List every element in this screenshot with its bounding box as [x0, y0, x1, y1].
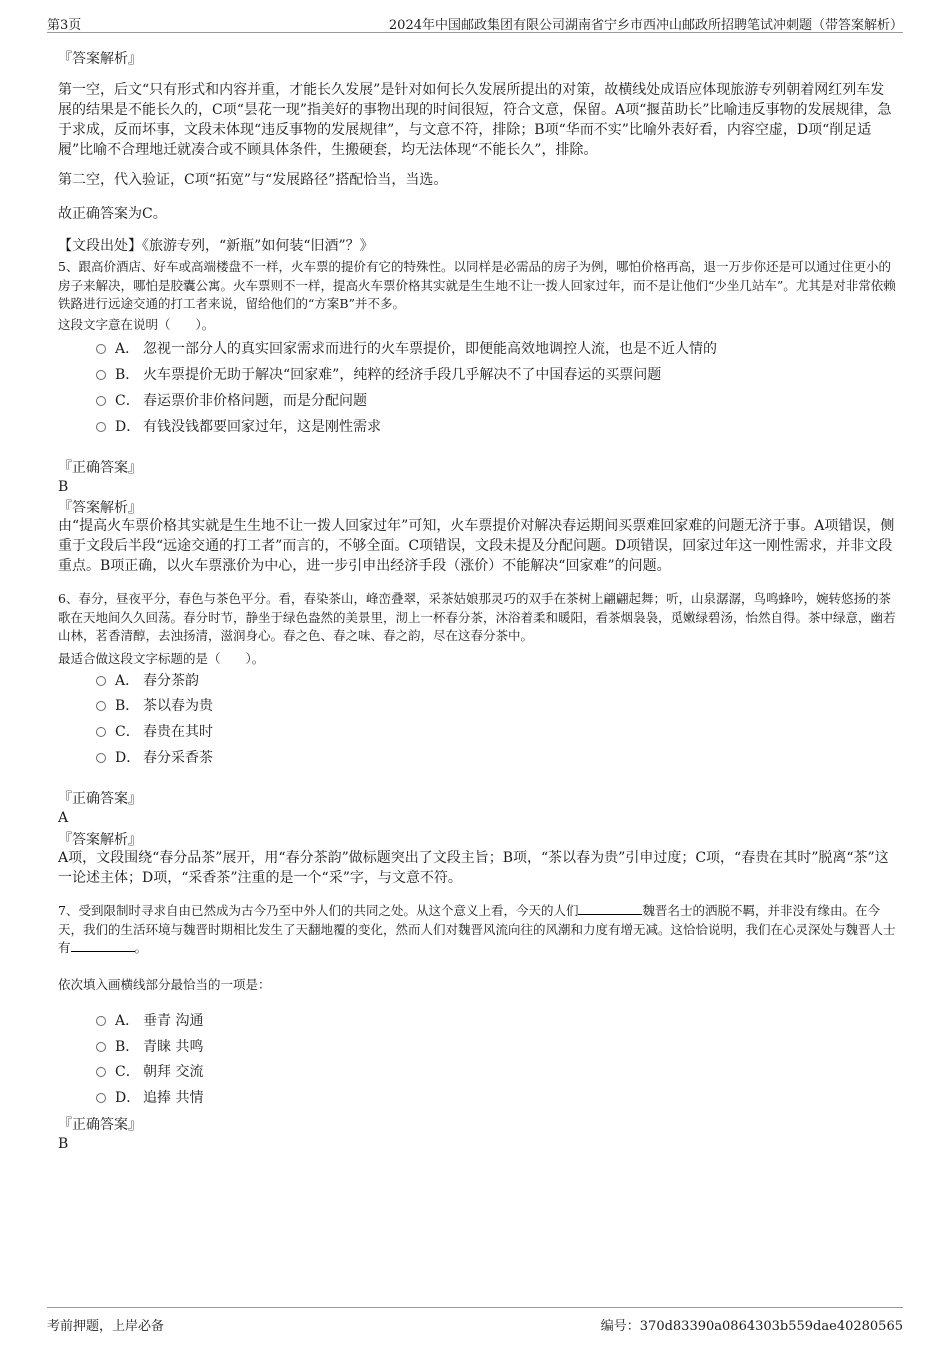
- q6-option-d[interactable]: D． 春分采香茶: [96, 748, 213, 768]
- q6-option-b[interactable]: B． 茶以春为贵: [96, 696, 213, 716]
- q5-option-c[interactable]: C． 春运票价非价格问题，而是分配问题: [96, 391, 367, 411]
- q6-option-c[interactable]: C． 春贵在其时: [96, 722, 213, 742]
- q7-option-c[interactable]: C． 朝拜 交流: [96, 1062, 203, 1082]
- page-number: 第3页: [47, 18, 82, 33]
- page-footer: [47, 1307, 903, 1334]
- q5-prompt: 这段文字意在说明（ ）。: [58, 317, 215, 332]
- q6-option-a[interactable]: A． 春分茶韵: [96, 671, 199, 691]
- q6-analysis-label: 『答案解析』: [58, 832, 142, 848]
- q6-answer: A: [58, 810, 69, 826]
- q7-option-b[interactable]: B． 青睐 共鸣: [96, 1037, 203, 1057]
- radio-icon[interactable]: [96, 370, 106, 380]
- q7-stem: 7、受到限制时寻求自由已然成为古今乃至中外人们的共同之处。从这个意义上看，今天的人们 魏晋名士的洒脱不羁，并非没有缘由。在今天，我们的生活环境与魏晋时期相比发生了天翻地覆的变化，然而人们对魏晋风流向往的风潮和力度有增无减。这恰恰说明，我们在心灵深处与魏晋人士有 。: [58, 903, 896, 955]
- q7-answer: B: [58, 1136, 69, 1152]
- q4-analysis-para2: 第二空，代入验证，C项“拓宽”与“发展路径”搭配恰当，当选。: [58, 172, 448, 188]
- radio-icon[interactable]: [96, 396, 106, 406]
- radio-icon[interactable]: [96, 1042, 106, 1052]
- q7-answer-label: 『正确答案』: [58, 1117, 142, 1133]
- q5-analysis: 由“提高火车票价格其实就是生生地不让一拨人回家过年”可知，火车票提价对解决春运期间买票难回家难的问题无济于事。A项错误，侧重于文段后半段“远途交通的打工者”而言的，不够全面。C项错误，文段未提及分配问题。D项错误，回家过年这一刚性需求，并非文段重点。B项正确，以火车票涨价为中心，进一步引申出经济手段（涨价）不能解决“回家难”的问题。: [58, 518, 895, 574]
- document-title: 2024年中国邮政集团有限公司湖南省宁乡市西冲山邮政所招聘笔试冲刺题（带答案解析）: [388, 18, 903, 33]
- q7-option-a[interactable]: A． 垂青 沟通: [96, 1011, 203, 1031]
- radio-icon[interactable]: [96, 676, 106, 686]
- q4-analysis-para3: 故正确答案为C。: [58, 206, 167, 222]
- q7-option-d[interactable]: D． 追捧 共情: [96, 1088, 203, 1108]
- q4-analysis-para1: 第一空，后文“只有形式和内容并重，才能长久发展”是针对如何长久发展所提出的对策，故横线处成语应体现旅游专列朝着网红列车发展的结果是不能长久的，C项“昙花一现”指美好的事物出现的时间很短，符合文意，保留。A项“揠苗助长”比喻违反事物的发展规律，急于求成，反而坏事，文段未体现“违反事物的发展规律”，与文意不符，排除；B项“华而不实”比喻外表好看，内容空虚，D项“削足适履”比喻不合理地迁就凑合或不顾具体条件，生搬硬套，均无法体现“不能长久”，排除。: [58, 82, 892, 158]
- radio-icon[interactable]: [96, 753, 106, 763]
- fill-blank-2[interactable]: [71, 939, 135, 952]
- footer-slogan: 考前押题，上岸必备: [47, 1319, 165, 1334]
- radio-icon[interactable]: [96, 422, 106, 432]
- q5-option-a[interactable]: A． 忽视一部分人的真实回家需求而进行的火车票提价，即便能高效地调控人流，也是不近人情的: [96, 339, 717, 359]
- radio-icon[interactable]: [96, 1016, 106, 1026]
- q6-answer-label: 『正确答案』: [58, 791, 142, 807]
- q6-prompt: 最适合做这段文字标题的是（ ）。: [58, 651, 265, 666]
- q5-option-d[interactable]: D． 有钱没钱都要回家过年，这是刚性需求: [96, 417, 381, 437]
- q5-answer: B: [58, 479, 69, 495]
- fill-blank-1[interactable]: [578, 902, 642, 915]
- q4-source: 【文段出处】《旅游专列，“新瓶”如何装“旧酒”？》: [58, 238, 374, 254]
- radio-icon[interactable]: [96, 344, 106, 354]
- q6-stem: 6、春分，昼夜平分，春色与茶色平分。看，春染茶山，峰峦叠翠，采茶姑娘那灵巧的双手在茶树上翩翩起舞；听，山泉潺潺，鸟鸣蜂吟，婉转悠扬的茶歌在天地间久久回荡。春分时节，静坐于绿色盎然的美景里，沏上一杯春分茶，沐浴着柔和暖阳，看茶烟袅袅，觅嫩绿碧汤，怡然自得。茶中绿意，幽若山林，茗香清醇，去浊扬清，滋润身心。春之色、春之味、春之韵，尽在这春分茶中。: [58, 591, 896, 643]
- q4-analysis-label: 『答案解析』: [58, 51, 142, 67]
- q7-prompt: 依次填入画横线部分最恰当的一项是：: [58, 977, 271, 992]
- q5-analysis-label: 『答案解析』: [58, 500, 142, 516]
- document-id: 编号：370d83390a0864303b559dae40280565: [600, 1319, 903, 1334]
- q6-analysis: A项，文段围绕“春分品茶”展开，用“春分茶韵”做标题突出了文段主旨；B项，“茶以春为贵”引申过度；C项，“春贵在其时”脱离“茶”这一论述主体；D项，“采香茶”注重的是一个“采”字，与文意不符。: [58, 850, 889, 886]
- radio-icon[interactable]: [96, 1067, 106, 1077]
- page-header: [47, 12, 903, 33]
- q5-answer-label: 『正确答案』: [58, 460, 142, 476]
- q5-stem: 5、跟高价酒店、好车或高端楼盘不一样，火车票的提价有它的特殊性。以同样是必需品的房子为例，哪怕价格再高，退一万步你还是可以通过住更小的房子来解决，哪怕是胶囊公寓。火车票则不一样，提高火车票价格其实就是生生地不让一拨人回家过年，而不是让他们“少坐几站车”。尤其是对非常依赖铁路进行远途交通的打工者来说，留给他们的“方案B”并不多。: [58, 259, 896, 311]
- radio-icon[interactable]: [96, 701, 106, 711]
- radio-icon[interactable]: [96, 1093, 106, 1103]
- q5-option-b[interactable]: B． 火车票提价无助于解决“回家难”，纯粹的经济手段几乎解决不了中国春运的买票问题: [96, 365, 661, 385]
- radio-icon[interactable]: [96, 727, 106, 737]
